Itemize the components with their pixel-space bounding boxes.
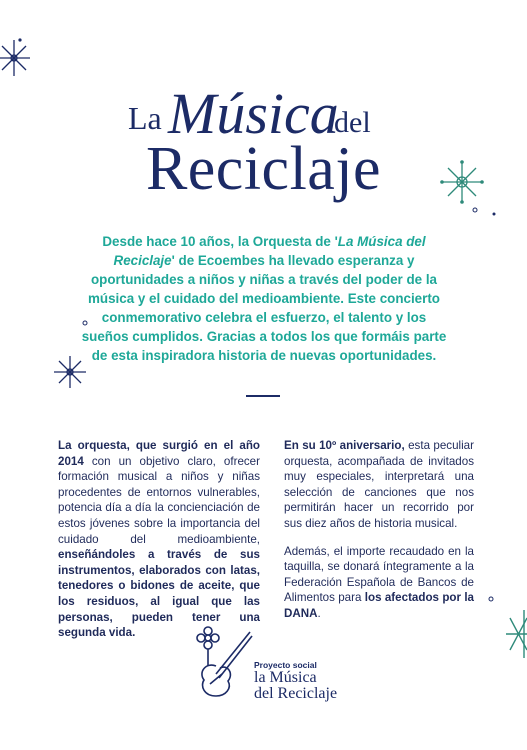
logo-line-2: del Reciclaje [254,685,338,702]
snowflake-top-left-icon [0,30,34,86]
logo-small-text: Proyecto social [254,660,317,670]
title-musica: Música [168,81,339,146]
logo-line-1: la Música [254,669,317,686]
divider [246,395,280,397]
right-paragraph-1 [284,438,474,532]
right-text-1: esta peculiar orquesta, acompañada de invitados muy especiales, interpretará una selección de canciones que nos permitirán hacer un recorrido por sus diez años de historia musical. [284,439,474,530]
right-bold-dana: los afectados por la DANA [284,591,474,620]
left-bold-end: enseñándoles a través de sus instrumentos, elaborados con latas, tenedores o bidones de aceite, que los residuos, al igual que las personas, pueden tener una segunda vida. [58,548,260,640]
right-column [284,438,474,634]
intro-text-start: Desde hace 10 años, la Orquesta de ' [102,234,338,249]
right-text-2: Además, el importe recaudado en la taquilla, se donará íntegramente a la Federación Española de Bancos de Alimentos para [284,544,474,605]
left-paragraph [58,438,260,641]
intro-paragraph [80,232,448,365]
title-la: La [128,100,162,136]
left-bold-start: La orquesta, que surgió en el año 2014 [58,439,260,468]
intro-text-end: ' de Ecoembes ha llevado esperanza y oportunidades a niños y niñas a través del poder de la música y el cuidado del medioambiente. Este concierto conmemorativo celebra el esfuerzo, el talento y los sueños cumplidos. Gracias a todos los que formáis parte de esta inspiradora historia de nuevas oportunidades. [81,253,447,363]
title-del: del [334,106,371,139]
left-column [58,438,260,653]
snowflake-bottom-right-icon [500,604,527,664]
right-bold-anniversary: En su 10º aniversario, [284,439,405,452]
dot-decoration-icon [486,594,496,604]
logo-text [254,660,337,702]
left-normal-text: con un objetivo claro, ofrecer formación musical a niños y niñas procedentes de entornos vulnerables, potencia día a día la concienciación de estos jóvenes sobre la importancia del cuidado del medioambiente, [58,454,260,546]
title-reciclaje: Reciclaje [145,135,382,203]
right-text-end: . [317,606,321,620]
page-title [0,80,527,203]
intro-orchestra-name: La Música del Reciclaje [113,234,426,268]
dot-decoration-icon [490,210,498,218]
right-paragraph-2 [284,544,474,622]
dot-decoration-icon [470,205,480,215]
